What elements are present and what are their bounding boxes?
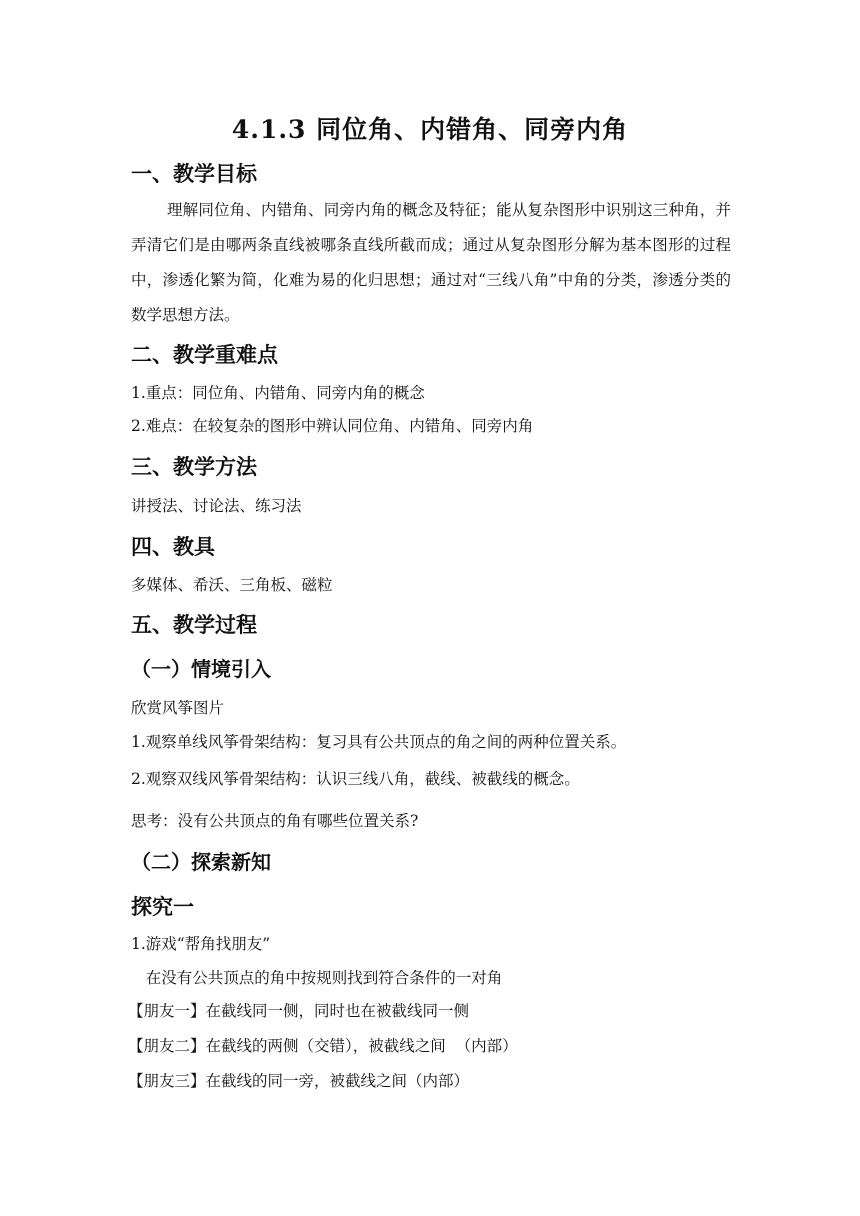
- intro-line: 欣赏风筝图片: [131, 699, 225, 717]
- subsection-heading-intro: （一）情境引入: [131, 657, 271, 681]
- section-heading-tools: 四、教具: [131, 535, 215, 559]
- section-heading-key-points: 二、教学重难点: [131, 343, 278, 367]
- explore-sub-heading: 探究一: [131, 895, 194, 919]
- intro-line: 1.观察单线风筝骨架结构：复习具有公共顶点的角之间的两种位置关系。: [131, 733, 627, 751]
- explore-line: 【朋友一】在截线同一侧，同时也在被截线同一侧: [128, 1002, 470, 1020]
- document-title: 4.1.3 同位角、内错角、同旁内角: [231, 115, 629, 144]
- explore-line: 【朋友三】在截线的同一旁，被截线之间（内部）: [128, 1072, 470, 1090]
- section-heading-goals: 一、教学目标: [131, 162, 257, 186]
- explore-line: 在没有公共顶点的角中按规则找到符合条件的一对角: [131, 969, 503, 987]
- explore-line: 1.游戏“帮角找朋友”: [131, 935, 271, 953]
- subsection-heading-explore: （二）探索新知: [131, 850, 271, 874]
- goals-paragraph: 理解同位角、内错角、同旁内角的概念及特征；能从复杂图形中识别这三种角，并弄清它们是由哪两条直线被哪条直线所截而成；通过从复杂图形分解为基本图形的过程中，渗透化繁为简，化难为易的化归思想；通过对“三线八角”中角的分类，渗透分类的数学思想方法。: [131, 201, 731, 324]
- section-heading-methods: 三、教学方法: [131, 455, 257, 479]
- explore-line: 【朋友二】在截线的两侧（交错），被截线之间 （内部）: [128, 1037, 518, 1055]
- intro-line: 2.观察双线风筝骨架结构：认识三线八角，截线、被截线的概念。: [131, 770, 580, 788]
- section-heading-process: 五、教学过程: [131, 613, 257, 637]
- tools-text: 多媒体、希沃、三角板、磁粒: [131, 576, 333, 594]
- intro-line: 思考：没有公共顶点的角有哪些位置关系?: [131, 812, 419, 830]
- methods-text: 讲授法、讨论法、练习法: [131, 497, 302, 515]
- key-point-item: 1.重点：同位角、内错角、同旁内角的概念: [131, 384, 425, 402]
- key-point-item: 2.难点：在较复杂的图形中辨认同位角、内错角、同旁内角: [131, 417, 534, 435]
